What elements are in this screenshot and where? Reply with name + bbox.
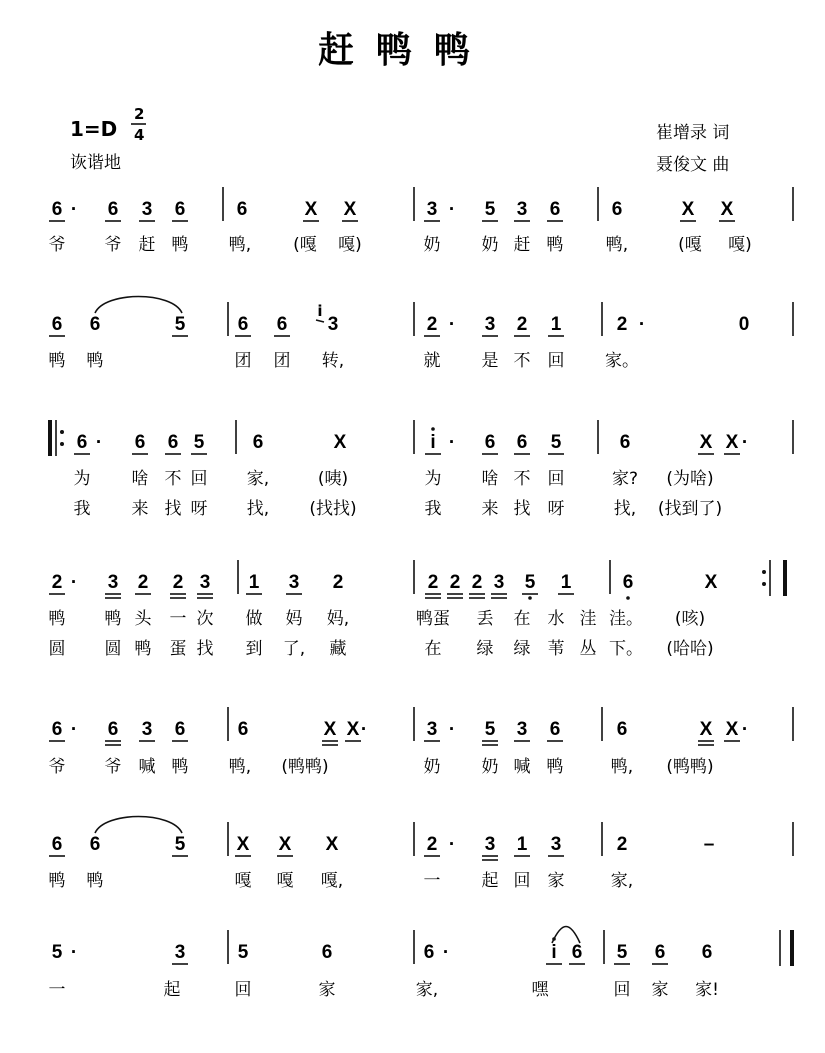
lyric-syllable: 为 bbox=[424, 469, 442, 489]
repeat-dot bbox=[60, 430, 64, 434]
note-X: X bbox=[304, 199, 318, 220]
lyric-syllable: 奶 bbox=[423, 235, 441, 255]
note-6: 6 bbox=[276, 314, 288, 335]
note-6: 6 bbox=[89, 314, 101, 335]
lyric-syllable: 丛 bbox=[579, 639, 597, 659]
lyric-syllable: 回 bbox=[547, 469, 565, 489]
note-2: 2 bbox=[616, 314, 628, 335]
lyric-syllable: 鸭 bbox=[48, 351, 66, 371]
note-3: 3 bbox=[174, 942, 186, 963]
note-5: 5 bbox=[174, 314, 186, 335]
lyric-syllable: 赶 bbox=[138, 235, 156, 255]
lyric-syllable: 鸭 bbox=[86, 351, 104, 371]
lyric-syllable: 嘎 bbox=[276, 871, 294, 891]
lyric-syllable: 找, bbox=[613, 499, 637, 519]
lyric-syllable: 鸭 bbox=[546, 235, 564, 255]
note-2: 2 bbox=[616, 834, 628, 855]
lyric-syllable: (鸭鸭) bbox=[281, 757, 329, 777]
lyric-syllable: 喊 bbox=[513, 757, 531, 777]
note-2: 2 bbox=[332, 572, 344, 593]
lyric-syllable: 嘎) bbox=[728, 235, 752, 255]
lyric-syllable: 呀 bbox=[547, 499, 565, 519]
time-signature-bottom: 4 bbox=[134, 126, 145, 144]
slur bbox=[95, 297, 182, 314]
lyric-syllable: 鸭 bbox=[48, 609, 66, 629]
lyric-syllable: 来 bbox=[131, 499, 149, 519]
note-6: 6 bbox=[423, 942, 435, 963]
note-1: 1 bbox=[248, 572, 260, 593]
note-X: X bbox=[704, 572, 718, 593]
lyric-syllable: 做 bbox=[245, 609, 263, 629]
lyric-syllable: 爷 bbox=[48, 235, 66, 255]
lyric-syllable: 丢 bbox=[476, 609, 494, 629]
note-3: 3 bbox=[484, 834, 496, 855]
lyric-syllable: 头 bbox=[134, 609, 152, 629]
note-6: 6 bbox=[236, 199, 248, 220]
low-octave-dot bbox=[528, 596, 532, 600]
note-i: i bbox=[430, 432, 436, 453]
note-3: 3 bbox=[107, 572, 119, 593]
augmentation-dot: · bbox=[360, 719, 368, 740]
lyric-syllable: 是 bbox=[481, 351, 499, 371]
lyric-syllable: 鸭 bbox=[546, 757, 564, 777]
note-X: X bbox=[681, 199, 695, 220]
lyric-syllable: 水 bbox=[547, 609, 565, 629]
lyric-syllable: 来 bbox=[481, 499, 499, 519]
lyric-syllable: (嘎 bbox=[678, 235, 702, 255]
note-5: 5 bbox=[484, 199, 496, 220]
lyric-syllable: 回 bbox=[513, 871, 531, 891]
lyric-syllable: (找找) bbox=[309, 499, 357, 519]
lyric-syllable: (咦) bbox=[317, 469, 349, 489]
note-2: 2 bbox=[172, 572, 184, 593]
augmentation-dot: · bbox=[70, 572, 78, 593]
lyric-syllable: 啥 bbox=[481, 469, 499, 489]
lyric-syllable: 呀 bbox=[190, 499, 208, 519]
lyric-syllable: 回 bbox=[234, 980, 252, 1000]
note-3: 3 bbox=[426, 199, 438, 220]
augmentation-dot: · bbox=[70, 942, 78, 963]
lyric-syllable: 绿 bbox=[476, 639, 494, 659]
note-3: 3 bbox=[516, 719, 528, 740]
lyric-syllable: 嘿 bbox=[531, 980, 549, 1000]
lyric-syllable: 找, bbox=[246, 499, 270, 519]
key-signature: 1=D bbox=[70, 117, 118, 141]
note-3: 3 bbox=[550, 834, 562, 855]
lyric-syllable: 在 bbox=[513, 609, 531, 629]
note-6: 6 bbox=[616, 719, 628, 740]
note-2: 2 bbox=[426, 314, 438, 335]
lyric-syllable: 回 bbox=[613, 980, 631, 1000]
lyric-syllable: 回 bbox=[547, 351, 565, 371]
augmentation-dot: · bbox=[638, 314, 646, 335]
lyric-syllable: 我 bbox=[424, 499, 442, 519]
note-2: 2 bbox=[51, 572, 63, 593]
lyric-syllable: 奶 bbox=[481, 757, 499, 777]
note-6: 6 bbox=[701, 942, 713, 963]
lyric-syllable: 嘎) bbox=[338, 235, 362, 255]
lyric-syllable: 藏 bbox=[329, 639, 347, 659]
note-6: 6 bbox=[89, 834, 101, 855]
lyric-syllable: 一 bbox=[48, 980, 66, 1000]
grace-note: i bbox=[317, 302, 323, 320]
lyric-syllable: 鸭 bbox=[104, 609, 122, 629]
augmentation-dot: · bbox=[70, 199, 78, 220]
lyric-syllable: 鸭, bbox=[228, 235, 252, 255]
note-6: 6 bbox=[51, 834, 63, 855]
lyric-syllable: 找 bbox=[196, 639, 214, 659]
lyric-syllable: 蛋 bbox=[169, 639, 187, 659]
note-6: 6 bbox=[549, 719, 561, 740]
note-1: 1 bbox=[550, 314, 562, 335]
lyric-syllable: 圆 bbox=[104, 639, 122, 659]
note-6: 6 bbox=[549, 199, 561, 220]
note-6: 6 bbox=[107, 199, 119, 220]
note-2: 2 bbox=[137, 572, 149, 593]
grace-stroke bbox=[316, 320, 324, 322]
lyric-syllable: 绿 bbox=[513, 639, 531, 659]
lyric-syllable: 鸭 bbox=[171, 757, 189, 777]
lyric-syllable: 家 bbox=[318, 980, 336, 1000]
lyric-syllable: 嘎 bbox=[234, 871, 252, 891]
lyric-syllable: 一 bbox=[169, 609, 187, 629]
augmentation-dot: · bbox=[448, 199, 456, 220]
note-6: 6 bbox=[654, 942, 666, 963]
augmentation-dot: · bbox=[95, 432, 103, 453]
note-X: X bbox=[343, 199, 357, 220]
lyric-syllable: 不 bbox=[513, 469, 531, 489]
lyric-syllable: 鸭蛋 bbox=[416, 609, 450, 629]
note-2: 2 bbox=[471, 572, 483, 593]
lyric-syllable: 我 bbox=[73, 499, 91, 519]
note-3: 3 bbox=[141, 719, 153, 740]
repeat-dot bbox=[60, 442, 64, 446]
lyric-syllable: 鸭 bbox=[48, 871, 66, 891]
augmentation-dot: · bbox=[741, 432, 749, 453]
lyric-syllable: (找到了) bbox=[657, 499, 723, 519]
lyric-syllable: 找 bbox=[513, 499, 531, 519]
lyric-syllable: 家, bbox=[610, 871, 634, 891]
note-X: X bbox=[346, 719, 360, 740]
note-6: 6 bbox=[252, 432, 264, 453]
lyric-syllable: 赶 bbox=[513, 235, 531, 255]
lyric-syllable: 团 bbox=[273, 351, 291, 371]
lyric-syllable: 圆 bbox=[48, 639, 66, 659]
note-6: 6 bbox=[76, 432, 88, 453]
note-5: 5 bbox=[237, 942, 249, 963]
lyric-syllable: 家。 bbox=[605, 351, 639, 371]
lyric-syllable: 回 bbox=[190, 469, 208, 489]
note-6: 6 bbox=[611, 199, 623, 220]
lyric-syllable: 到 bbox=[245, 639, 263, 659]
note-6: 6 bbox=[51, 199, 63, 220]
lyric-syllable: 不 bbox=[164, 469, 182, 489]
note-6: 6 bbox=[51, 314, 63, 335]
music-systems bbox=[49, 187, 794, 1000]
lyric-syllable: 苇 bbox=[547, 639, 565, 659]
augmentation-dot: · bbox=[442, 942, 450, 963]
lyric-syllable: 一 bbox=[423, 871, 441, 891]
slur bbox=[95, 817, 182, 834]
note-i: i bbox=[551, 942, 557, 963]
note-2: 2 bbox=[426, 834, 438, 855]
lyric-syllable: 嘎, bbox=[320, 871, 344, 891]
note-5: 5 bbox=[51, 942, 63, 963]
lyric-syllable: 鸭 bbox=[86, 871, 104, 891]
note-3: 3 bbox=[141, 199, 153, 220]
note-X: X bbox=[278, 834, 292, 855]
note-X: X bbox=[725, 432, 739, 453]
lyric-syllable: 家! bbox=[695, 980, 719, 1000]
lyric-syllable: 家? bbox=[611, 469, 639, 489]
augmentation-dot: · bbox=[448, 314, 456, 335]
lyric-syllable: 家 bbox=[651, 980, 669, 1000]
lyric-syllable: 爷 bbox=[104, 757, 122, 777]
augmentation-dot: · bbox=[70, 719, 78, 740]
repeat-dot bbox=[762, 570, 766, 574]
lyric-syllable: 奶 bbox=[481, 235, 499, 255]
note-0: 0 bbox=[738, 314, 750, 335]
composer-credit: 聂俊文 曲 bbox=[656, 155, 730, 175]
note-3: 3 bbox=[426, 719, 438, 740]
lyric-syllable: 起 bbox=[163, 980, 181, 1000]
song-title: 赶鸭鸭 bbox=[318, 30, 493, 71]
lyric-syllable: (咳) bbox=[674, 609, 706, 629]
tempo-mark: 诙谐地 bbox=[70, 153, 121, 173]
note-–: – bbox=[703, 834, 715, 855]
augmentation-dot: · bbox=[448, 432, 456, 453]
note-5: 5 bbox=[616, 942, 628, 963]
lyric-syllable: (鸭鸭) bbox=[666, 757, 714, 777]
time-signature-top: 2 bbox=[134, 105, 145, 123]
lyric-syllable: 就 bbox=[423, 351, 441, 371]
note-6: 6 bbox=[516, 432, 528, 453]
lyric-syllable: 了, bbox=[282, 639, 306, 659]
note-5: 5 bbox=[484, 719, 496, 740]
lyric-syllable: 家, bbox=[415, 980, 439, 1000]
note-6: 6 bbox=[321, 942, 333, 963]
note-X: X bbox=[236, 834, 250, 855]
lyric-syllable: 为 bbox=[73, 469, 91, 489]
note-6: 6 bbox=[51, 719, 63, 740]
lyric-syllable: 家 bbox=[547, 871, 565, 891]
lyricist-credit: 崔增录 词 bbox=[656, 123, 730, 143]
note-3: 3 bbox=[493, 572, 505, 593]
lyric-syllable: 次 bbox=[196, 609, 214, 629]
note-6: 6 bbox=[237, 719, 249, 740]
note-X: X bbox=[699, 719, 713, 740]
note-6: 6 bbox=[174, 199, 186, 220]
lyric-syllable: 洼 bbox=[579, 609, 597, 629]
note-3: 3 bbox=[327, 314, 339, 335]
high-octave-dot bbox=[431, 427, 435, 431]
lyric-syllable: 找 bbox=[164, 499, 182, 519]
augmentation-dot: · bbox=[448, 719, 456, 740]
note-6: 6 bbox=[237, 314, 249, 335]
lyric-syllable: 爷 bbox=[104, 235, 122, 255]
lyric-syllable: 家, bbox=[246, 469, 270, 489]
lyric-syllable: 在 bbox=[424, 639, 442, 659]
note-5: 5 bbox=[550, 432, 562, 453]
note-2: 2 bbox=[449, 572, 461, 593]
lyric-syllable: 不 bbox=[513, 351, 531, 371]
lyric-syllable: (为啥) bbox=[666, 469, 714, 489]
note-2: 2 bbox=[427, 572, 439, 593]
note-6: 6 bbox=[622, 572, 634, 593]
lyric-syllable: 妈, bbox=[326, 609, 350, 629]
note-3: 3 bbox=[484, 314, 496, 335]
note-6: 6 bbox=[484, 432, 496, 453]
note-X: X bbox=[323, 719, 337, 740]
note-5: 5 bbox=[524, 572, 536, 593]
note-3: 3 bbox=[199, 572, 211, 593]
note-X: X bbox=[725, 719, 739, 740]
lyric-syllable: 转, bbox=[321, 351, 345, 371]
note-6: 6 bbox=[167, 432, 179, 453]
lyric-syllable: 奶 bbox=[423, 757, 441, 777]
lyric-syllable: (哈哈) bbox=[666, 639, 714, 659]
note-5: 5 bbox=[174, 834, 186, 855]
note-2: 2 bbox=[516, 314, 528, 335]
lyric-syllable: 妈 bbox=[285, 609, 303, 629]
lyric-syllable: 起 bbox=[481, 871, 499, 891]
augmentation-dot: · bbox=[448, 834, 456, 855]
lyric-syllable: 洼。 bbox=[609, 609, 643, 629]
note-X: X bbox=[333, 432, 347, 453]
note-3: 3 bbox=[516, 199, 528, 220]
lyric-syllable: 喊 bbox=[138, 757, 156, 777]
lyric-syllable: 鸭 bbox=[134, 639, 152, 659]
note-1: 1 bbox=[560, 572, 572, 593]
note-5: 5 bbox=[193, 432, 205, 453]
lyric-syllable: (嘎 bbox=[293, 235, 317, 255]
augmentation-dot: · bbox=[741, 719, 749, 740]
repeat-dot bbox=[762, 582, 766, 586]
note-6: 6 bbox=[134, 432, 146, 453]
note-X: X bbox=[325, 834, 339, 855]
note-X: X bbox=[699, 432, 713, 453]
lyric-syllable: 鸭, bbox=[610, 757, 634, 777]
lyric-syllable: 团 bbox=[234, 351, 252, 371]
note-X: X bbox=[720, 199, 734, 220]
low-octave-dot bbox=[626, 596, 630, 600]
lyric-syllable: 鸭 bbox=[171, 235, 189, 255]
lyric-syllable: 鸭, bbox=[605, 235, 629, 255]
lyric-syllable: 啥 bbox=[131, 469, 149, 489]
note-6: 6 bbox=[174, 719, 186, 740]
note-6: 6 bbox=[619, 432, 631, 453]
slur bbox=[552, 927, 580, 944]
note-6: 6 bbox=[571, 942, 583, 963]
lyric-syllable: 爷 bbox=[48, 757, 66, 777]
note-3: 3 bbox=[288, 572, 300, 593]
lyric-syllable: 下。 bbox=[609, 639, 643, 659]
note-1: 1 bbox=[516, 834, 528, 855]
lyric-syllable: 鸭, bbox=[228, 757, 252, 777]
note-6: 6 bbox=[107, 719, 119, 740]
